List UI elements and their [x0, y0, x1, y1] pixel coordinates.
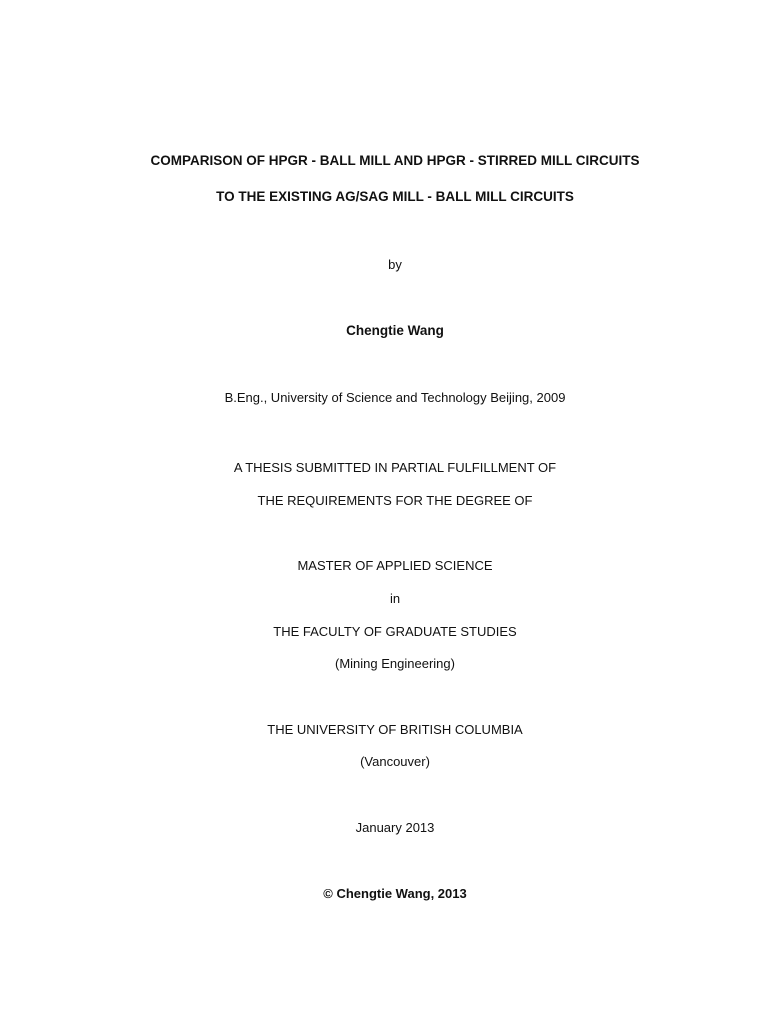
thesis-statement-line-1: A THESIS SUBMITTED IN PARTIAL FULFILLMENT OF: [233, 460, 557, 475]
prior-degree: B.Eng., University of Science and Technology Beijing, 2009: [224, 390, 566, 405]
department-name: (Mining Engineering): [335, 656, 455, 671]
copyright-notice: © Chengtie Wang, 2013: [323, 886, 467, 901]
in-label: in: [389, 591, 401, 606]
thesis-statement-line-2: THE REQUIREMENTS FOR THE DEGREE OF: [257, 493, 533, 508]
university-location: (Vancouver): [360, 754, 430, 769]
submission-date: January 2013: [355, 820, 435, 835]
title-line-2: TO THE EXISTING AG/SAG MILL - BALL MILL CIRCUITS: [216, 189, 574, 204]
title-line-1: COMPARISON OF HPGR - BALL MILL AND HPGR - STIRRED MILL CIRCUITS: [150, 153, 640, 168]
by-label: by: [388, 257, 402, 272]
author-name: Chengtie Wang: [346, 323, 444, 338]
degree-name: MASTER OF APPLIED SCIENCE: [297, 558, 493, 573]
faculty-name: THE FACULTY OF GRADUATE STUDIES: [273, 624, 517, 639]
university-name: THE UNIVERSITY OF BRITISH COLUMBIA: [267, 722, 523, 737]
